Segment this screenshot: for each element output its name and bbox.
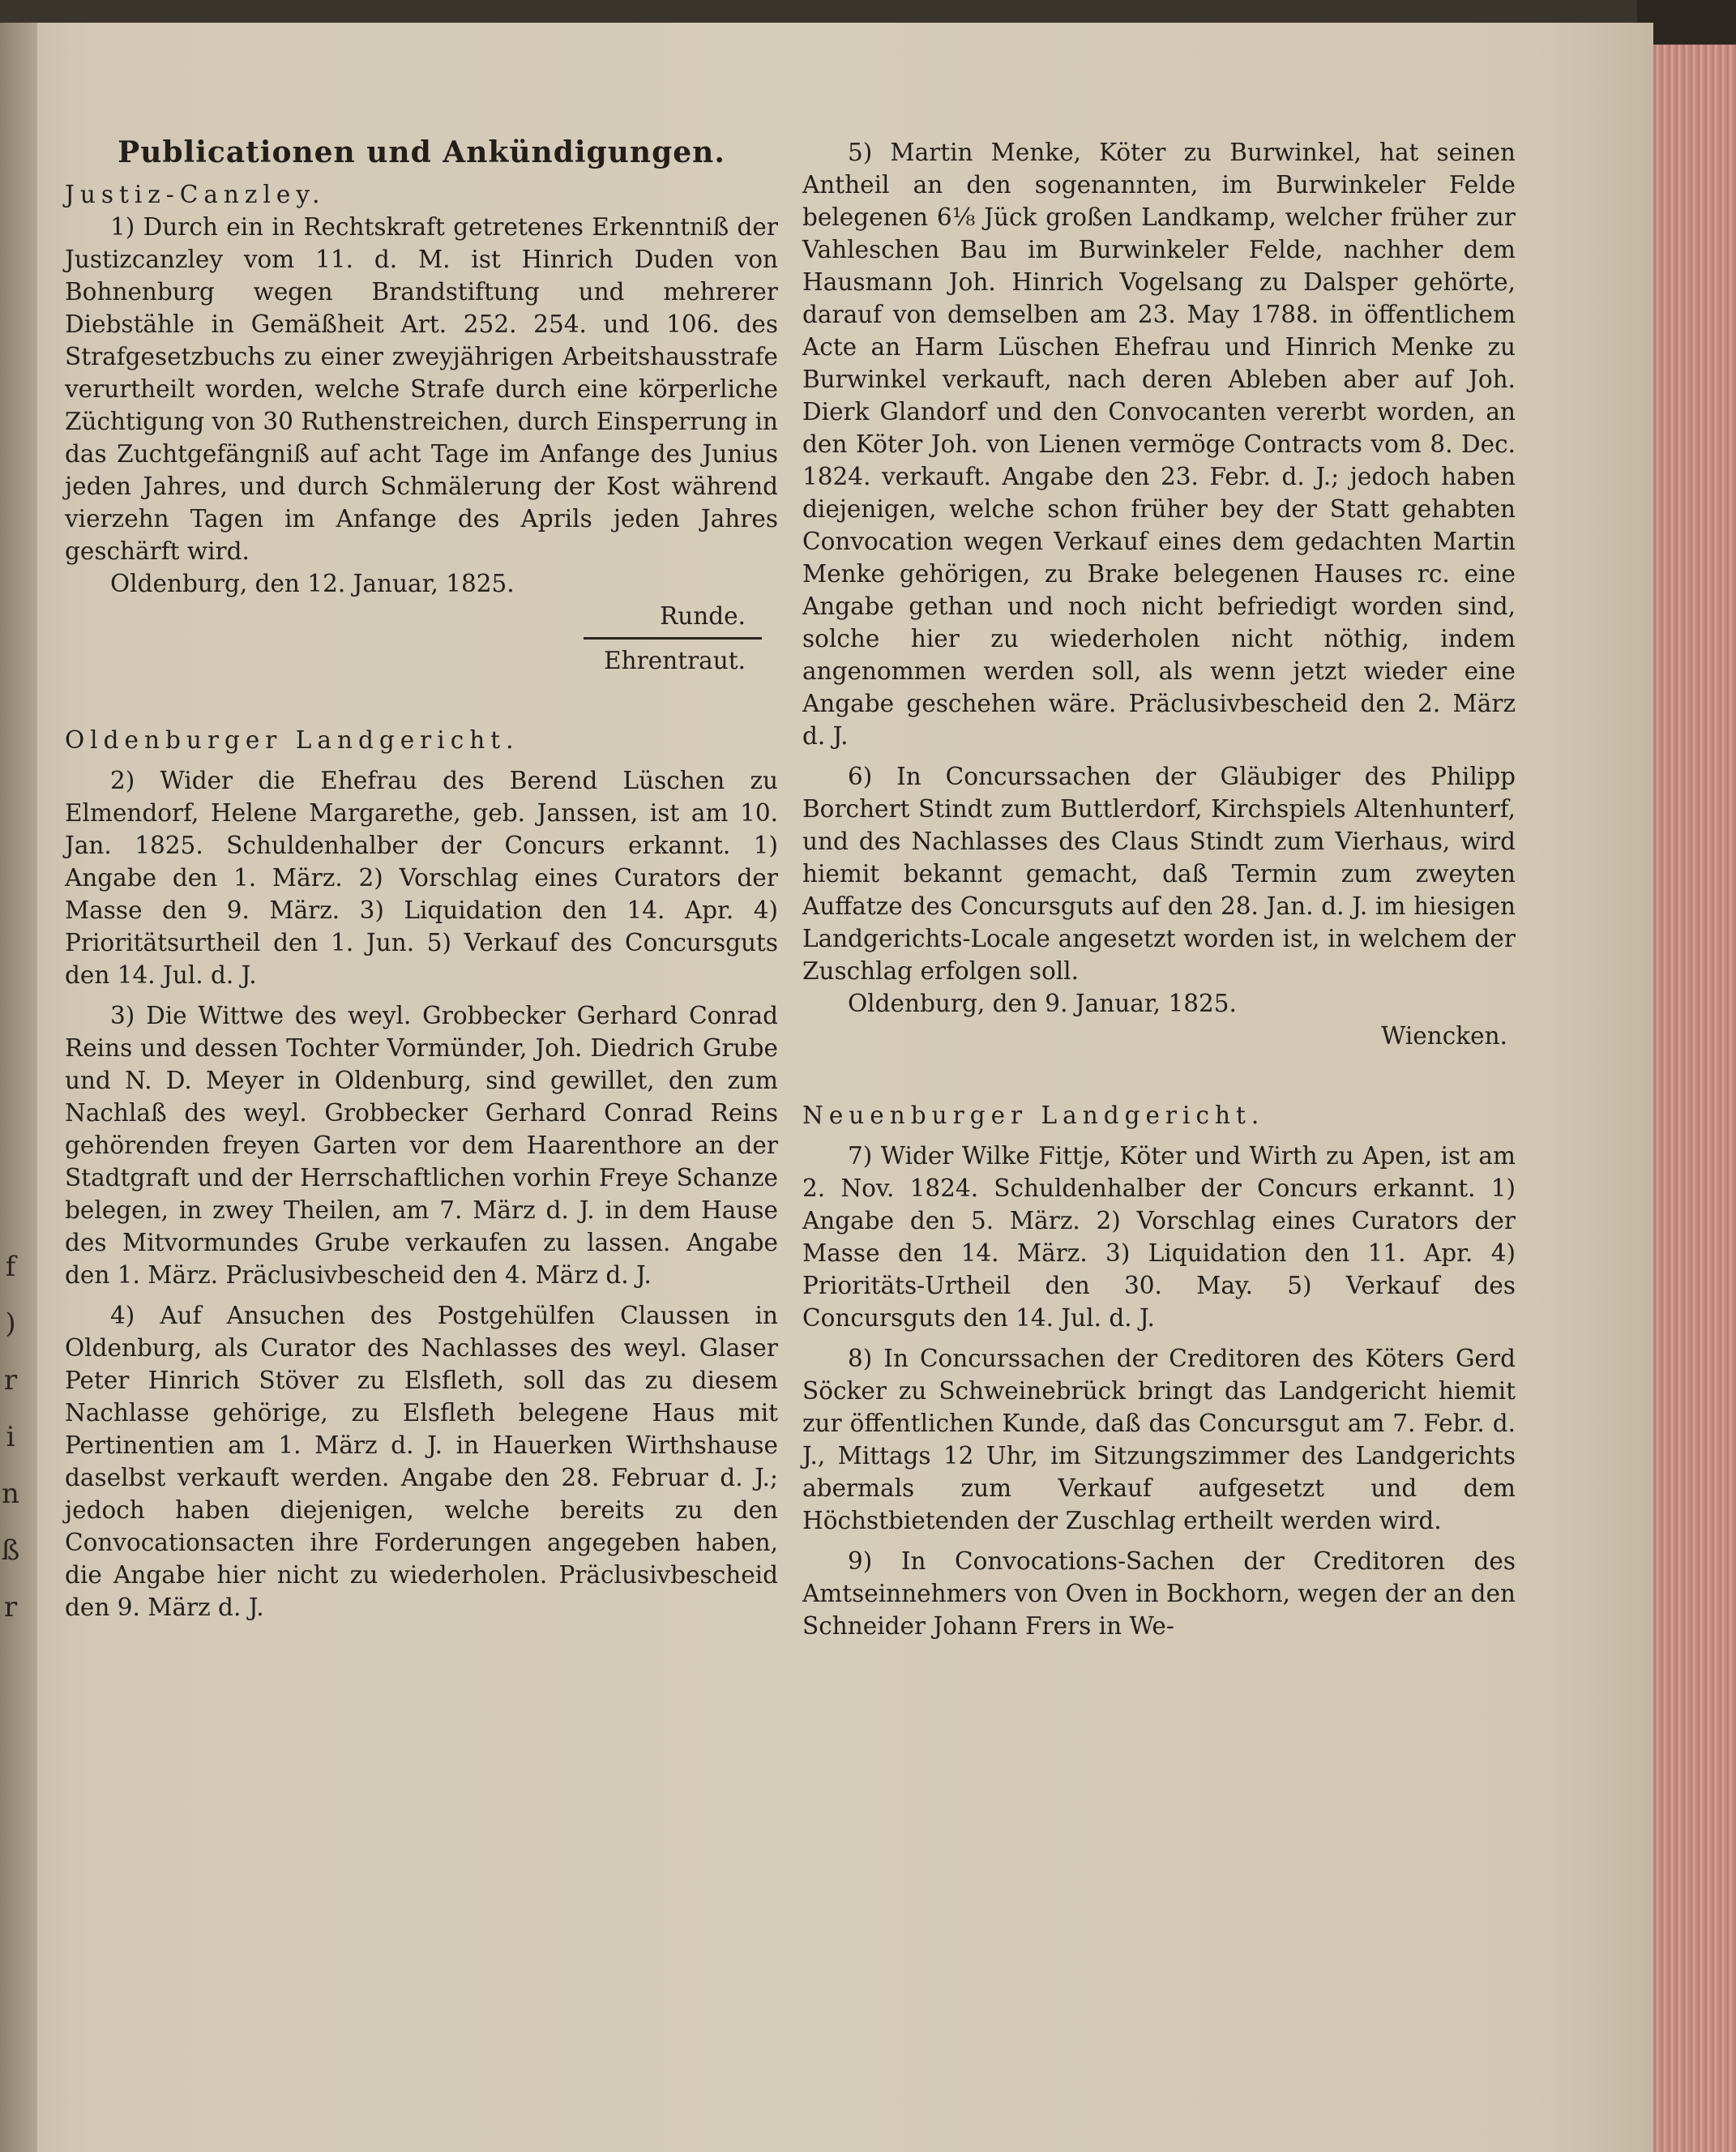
book-page [0, 23, 1653, 2152]
edge-letter: r [3, 1364, 18, 1397]
edge-letter: ) [5, 1307, 16, 1340]
edge-letter: f [5, 1251, 16, 1283]
edge-letter: r [3, 1591, 18, 1624]
right-column [802, 136, 1516, 1642]
dateline-1: Oldenburg, den 12. Januar, 1825. [110, 570, 515, 597]
dateline-2: Oldenburg, den 9. Januar, 1825. [848, 990, 1237, 1017]
previous-page-gutter [0, 23, 37, 2152]
left-column [65, 135, 778, 1624]
edge-letter: i [6, 1421, 15, 1453]
edge-letter: n [2, 1478, 19, 1510]
section-heading-neuenburger-landgericht: Neuenburger Landgericht. [802, 1102, 1265, 1129]
section-heading-justiz-canzley: Justiz-Canzley. [65, 181, 326, 208]
notice-8: 8) In Concurssachen der Creditoren des Köters Gerd Söcker zu Schweinebrück bringt das Landgericht hiemit zur öffentlichen Kunde, daß das Concursgut am 7. Febr. d. J., Mittags 12 Uhr, im Sitzungszimmer des Landgerichts abermals zum Verkauf aufgesetzt und dem Höchstbietenden der Zuschlag ertheilt werden wird. [802, 1345, 1516, 1534]
signature-wiencken: Wiencken. [1381, 1022, 1507, 1050]
signature-runde: Runde. [660, 602, 746, 630]
notice-7: 7) Wider Wilke Fittje, Köter und Wirth zu Apen, ist am 2. Nov. 1824. Schuldenhalber der Concurs erkannt. 1) Angabe den 5. März. 2) Vorschlag eines Curators der Masse den 14. März. 3) Liquidation den 11. Apr. 4) Prioritäts-Urtheil den 30. May. 5) Verkauf des Concursguts den 14. Jul. d. J. [802, 1142, 1516, 1332]
notice-1: 1) Durch ein in Rechtskraft getretenes Erkenntniß der Justizcanzley vom 11. d. M. ist Hinrich Duden von Bohnenburg wegen Brandstiftung und mehrerer Diebstähle in Gemäßheit Art. 252. 254. und 106. des Strafgesetzbuchs zu einer zweyjährigen Arbeitshausstrafe verurtheilt worden, welche Strafe durch eine körperliche Züchtigung von 30 Ruthenstreichen, durch Einsperrung in das Zuchtgefängniß auf acht Tage im Anfange des Junius jeden Jahres, und durch Schmälerung der Kost während vierzehn Tagen im Anfange des Aprils jeden Jahres geschärft wird. [65, 213, 778, 565]
previous-page-edge-letters [0, 1239, 21, 1636]
signature-ehrentraut: Ehrentraut. [604, 647, 746, 674]
page-stack-edge [1645, 45, 1736, 2152]
notice-6: 6) In Concurssachen der Gläubiger des Philipp Borchert Stindt zum Buttlerdorf, Kirchspiels Altenhunterf, und des Nachlasses des Claus Stindt zum Vierhaus, wird hiemit bekannt gemacht, daß Termin zum zweyten Auffatze des Concursguts auf den 28. Jan. d. J. im hiesigen Landgerichts-Locale angesetzt worden ist, in welchem der Zuschlag erfolgen soll. [802, 763, 1516, 985]
notice-5: 5) Martin Menke, Köter zu Burwinkel, hat seinen Antheil an den sogenannten, im Burwinkeler Felde belegenen 6⅛ Jück großen Landkamp, welcher früher zur Vahleschen Bau im Burwinkeler Felde, nachher dem Hausmann Joh. Hinrich Vogelsang zu Dalsper gehörte, darauf von demselben am 23. May 1788. in öffentlichem Acte an Harm Lüschen Ehefrau und Hinrich Menke zu Burwinkel verkauft, nach deren Ableben aber auf Joh. Dierk Glandorf und den Convocanten vererbt worden, an den Köter Joh. von Lienen vermöge Contracts vom 8. Dec. 1824. verkauft. Angabe den 23. Febr. d. J.; jedoch haben diejenigen, welche schon früher bey der Statt gehabten Convocation wegen Verkauf eines dem gedachten Martin Menke gehörigen, zu Brake belegenen Hauses rc. eine Angabe gethan und noch nicht befriedigt worden sind, solche hier zu wiederholen nicht nöthig, indem angenommen werden soll, als wenn jetzt wieder eine Angabe geschehen wäre. Präclusivbescheid den 2. März d. J. [802, 139, 1516, 750]
notice-4: 4) Auf Ansuchen des Postgehülfen Claussen in Oldenburg, als Curator des Nachlasses des weyl. Glaser Peter Hinrich Stöver zu Elsfleth, soll das zu diesem Nachlasse gehörige, zu Elsfleth belegene Haus mit Pertinentien am 1. März d. J. in Hauerken Wirthshause daselbst verkauft werden. Angabe den 28. Februar d. J.; jedoch haben diejenigen, welche bereits zu den Convocationsacten ihre Forderungen angegeben haben, die Angabe hier nicht zu wiederholen. Präclusivbescheid den 9. März d. J. [65, 1302, 778, 1621]
notice-2: 2) Wider die Ehefrau des Berend Lüschen zu Elmendorf, Helene Margarethe, geb. Janssen, ist am 10. Jan. 1825. Schuldenhalber der Concurs erkannt. 1) Angabe den 1. März. 2) Vorschlag eines Curators der Masse den 9. März. 3) Liquidation den 14. Apr. 4) Prioritätsurtheil den 1. Jun. 5) Verkauf des Concursguts den 14. Jul. d. J. [65, 767, 778, 989]
signature-rule [584, 637, 762, 640]
notice-3: 3) Die Wittwe des weyl. Grobbecker Gerhard Conrad Reins und dessen Tochter Vormünder, Joh. Diedrich Grube und N. D. Meyer in Oldenburg, sind gewillet, den zum Nachlaß des weyl. Grobbecker Gerhard Conrad Reins gehörenden freyen Garten vor dem Haarenthore an der Stadtgraft und der Herrschaftlichen vorhin Freye Schanze belegen, in zwey Theilen, am 7. März d. J. in dem Hause des Mitvormundes Grube verkaufen zu lassen. Angabe den 1. März. Präclusivbescheid den 4. März d. J. [65, 1002, 778, 1289]
masthead-title: Publicationen und Ankündigungen. [118, 135, 725, 169]
section-heading-oldenburger-landgericht: Oldenburger Landgericht. [65, 726, 520, 754]
edge-letter: ß [1, 1534, 20, 1567]
notice-9: 9) In Convocations-Sachen der Creditoren des Amtseinnehmers von Oven in Bockhorn, wegen der an den Schneider Johann Frers in We- [802, 1547, 1516, 1640]
